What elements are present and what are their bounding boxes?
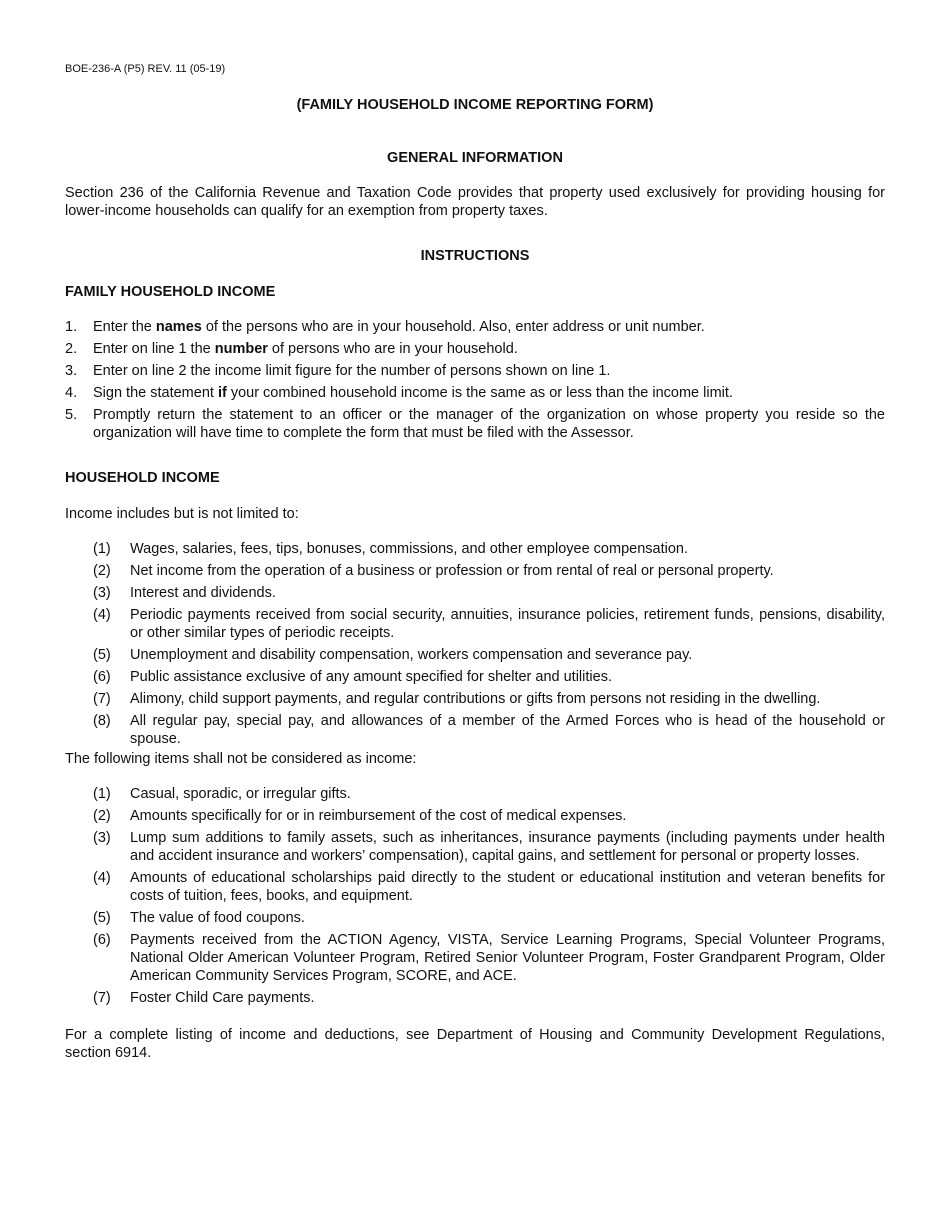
instructions-list xyxy=(65,318,885,446)
instruction-item: 5. Promptly return the statement to an officer or the manager of the organization on whose property you reside so the organization will have time to complete the form that must be filed with the Assessor. xyxy=(65,407,885,441)
general-information-heading: GENERAL INFORMATION xyxy=(387,150,563,166)
instructions-heading: INSTRUCTIONS xyxy=(420,248,530,264)
instruction-item: 2. Enter on line 1 the number of persons who are in your household. xyxy=(65,341,518,357)
instruction-number: 4. xyxy=(65,385,78,401)
list-item: (5) The value of food coupons. xyxy=(93,910,305,926)
document-page xyxy=(65,0,885,1230)
form-code: BOE-236-A (P5) REV. 11 (05-19) xyxy=(65,63,226,75)
instruction-number: 1. xyxy=(65,319,78,335)
instruction-number: 3. xyxy=(65,363,78,379)
list-item: (7) Alimony, child support payments, and regular contributions or gifts from persons not residing in the dwelling. xyxy=(93,691,821,707)
household-income-heading: HOUSEHOLD INCOME xyxy=(65,470,220,486)
general-information-text: Section 236 of the California Revenue and Taxation Code provides that property used exclusively for providing housing for lower-income households can qualify for an exemption from property taxes. xyxy=(65,185,885,219)
list-item: (7) Foster Child Care payments. xyxy=(93,990,315,1006)
list-item: (6) Public assistance exclusive of any amount specified for shelter and utilities. xyxy=(93,669,612,685)
list-item: (2) Amounts specifically for or in reimbursement of the cost of medical expenses. xyxy=(93,808,627,824)
instruction-number: 2. xyxy=(65,341,78,357)
instruction-item: 4. Sign the statement if your combined household income is the same as or less than the income limit. xyxy=(65,385,733,401)
list-item: (4) Periodic payments received from social security, annuities, insurance policies, retirement funds, pensions, disability, or other similar types of periodic receipts. xyxy=(93,607,885,641)
list-item: (1) Casual, sporadic, or irregular gifts. xyxy=(93,786,351,802)
family-household-income-heading: FAMILY HOUSEHOLD INCOME xyxy=(65,284,276,300)
instruction-item: 1. Enter the names of the persons who are in your household. Also, enter address or unit number. xyxy=(65,319,705,335)
list-item: (4) Amounts of educational scholarships paid directly to the student or educational institution and veteran benefits for costs of tuition, fees, books, and equipment. xyxy=(93,870,885,904)
list-item: (3) Interest and dividends. xyxy=(93,585,276,601)
list-item: (8) All regular pay, special pay, and allowances of a member of the Armed Forces who is head of the household or spouse. xyxy=(93,713,885,747)
list-item: (1) Wages, salaries, fees, tips, bonuses, commissions, and other employee compensation. xyxy=(93,541,688,557)
list-item: (2) Net income from the operation of a business or profession or from rental of real or personal property. xyxy=(93,563,774,579)
income-includes-intro: Income includes but is not limited to: xyxy=(65,506,299,522)
instruction-item: 3. Enter on line 2 the income limit figure for the number of persons shown on line 1. xyxy=(65,363,611,379)
list-item: (5) Unemployment and disability compensation, workers compensation and severance pay. xyxy=(93,647,693,663)
income-excludes-intro: The following items shall not be considered as income: xyxy=(65,751,417,767)
list-item: (6) Payments received from the ACTION Agency, VISTA, Service Learning Programs, Special Volunteer Programs, National Older American Volunteer Program, Retired Senior Volunteer Program, Foster Grandparent Program, Older American Community Services Program, SCORE, and ACE. xyxy=(93,932,885,984)
form-title: (FAMILY HOUSEHOLD INCOME REPORTING FORM) xyxy=(296,97,654,113)
income-includes-list xyxy=(65,540,885,752)
instruction-number: 5. xyxy=(65,407,78,423)
income-deductions-footer: For a complete listing of income and deductions, see Department of Housing and Community Development Regulations, section 6914. xyxy=(65,1027,885,1061)
income-excludes-list xyxy=(65,785,885,1011)
list-item: (3) Lump sum additions to family assets, such as inheritances, insurance payments (including payments under health and accident insurance and workers’ compensation), capital gains, and settlement for personal or property losses. xyxy=(93,830,885,864)
